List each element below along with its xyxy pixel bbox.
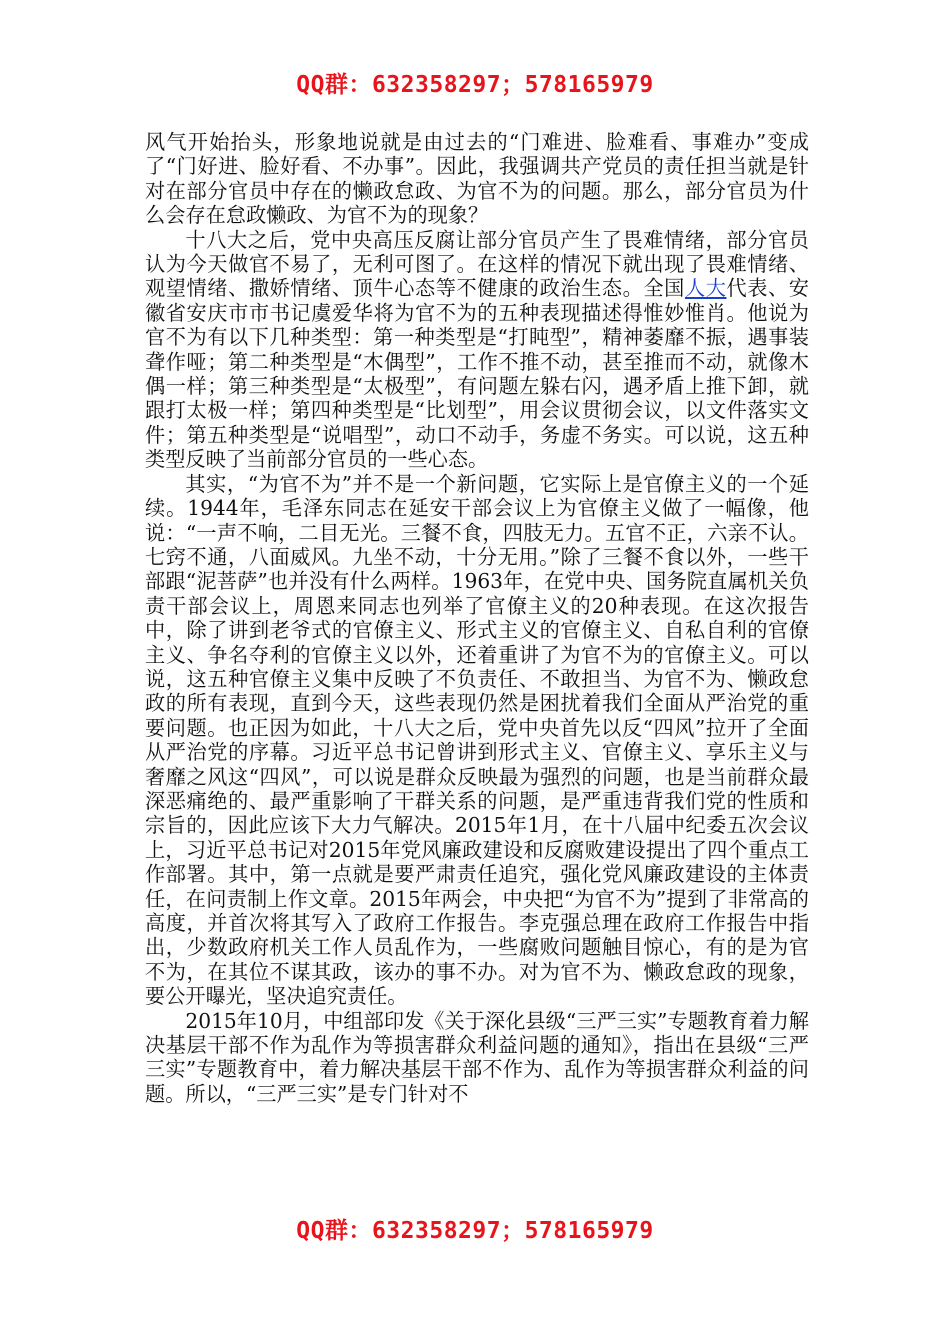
paragraph-3: 其实，“为官不为”并不是一个新问题，它实际上是官僚主义的一个延续。1944年，毛泽东同志在延安干部会议上为官僚主义做了一幅像，他说：“一声不响，二目无光。三餐不食，四肢无力。五官不正，六亲不认。七窍不通，八面威风。九坐不动，十分无用。”除了三餐不食以外，一些干部跟“泥菩萨”也并没有什么两样。1963年，在党中央、国务院直属机关负责干部会议上，周恩来同志也列举了官僚主义的20种表现。在这次报告中，除了讲到老爷式的官僚主义、形式主义的官僚主义、自私自利的官僚主义、争名夺利的官僚主义以外，还着重讲了为官不为的官僚主义。可以说，这五种官僚主义集中反映了不负责任、不敢担当、为官不为、懒政怠政的所有表现，直到今天，这些表现仍然是困扰着我们全面从严治党的重要问题。也正因为如此，十八大之后，党中央首先以反“四风”拉开了全面从严治党的序幕。习近平总书记曾讲到形式主义、官僚主义、享乐主义与奢靡之风这“四风”，可以说是群众反映最为强烈的问题，也是当前群众最深恶痛绝的、最严重影响了干群关系的问题，是严重违背我们党的性质和宗旨的，因此应该下大力气解决。2015年1月，在十八届中纪委五次会议上，习近平总书记对2015年党风廉政建设和反腐败建设提出了四个重点工作部署。其中，第一点就是要严肃责任追究，强化党风廉政建设的主体责任，在问责制上作文章。2015年两会，中央把“为官不为”提到了非常高的高度，并首次将其写入了政府工作报告。李克强总理在政府工作报告中指出，少数政府机关工作人员乱作为，一些腐败问题触目惊心，有的是为官不为，在其位不谋其政，该办的事不办。对为官不为、懒政怠政的现象，要公开曝光，坚决追究责任。 xyxy=(145,471,809,1009)
paragraph-2-part-a: 十八大之后，党中央高压反腐让部分官员产生了畏难情绪，部分官员认为今天做官不易了，无利可图了。在这样的情况下就出现了畏难情绪、观望情绪、撒娇情绪、顶牛心态等不健康的政治生态。全国 xyxy=(145,227,809,301)
footer-qq-text: QQ群：632358297；578165979 xyxy=(296,1218,654,1244)
renda-link[interactable]: 人大 xyxy=(684,276,727,301)
paragraph-2 xyxy=(145,228,809,472)
document-body xyxy=(145,130,809,1106)
paragraph-2-part-b: 代表、安徽省安庆市市书记虞爱华将为官不为的五种表现描述得惟妙惟肖。他说为官不为有以下几种类型：第一种类型是“打盹型”，精神萎靡不振，遇事装聋作哑；第二种类型是“木偶型”，工作不推不动，甚至推而不动，就像木偶一样；第三种类型是“太极型”，有问题左躲右闪，遇矛盾上推下卸，就跟打太极一样；第四种类型是“比划型”，用会议贯彻会议，以文件落实文件；第五种类型是“说唱型”，动口不动手，务虚不务实。可以说，这五种类型反映了当前部分官员的一些心态。 xyxy=(145,276,809,472)
paragraph-4: 2015年10月，中组部印发《关于深化县级“三严三实”专题教育着力解决基层干部不作为乱作为等损害群众利益问题的通知》，指出在县级“三严三实”专题教育中，着力解决基层干部不作为、乱作为等损害群众利益的问题。所以，“三严三实”是专门针对不 xyxy=(145,1008,809,1106)
header-qq-text: QQ群：632358297；578165979 xyxy=(296,72,654,98)
paragraph-1: 风气开始抬头，形象地说就是由过去的“门难进、脸难看、事难办”变成了“门好进、脸好看、不办事”。因此，我强调共产党员的责任担当就是针对在部分官员中存在的懒政怠政、为官不为的问题。那么，部分官员为什么会存在怠政懒政、为官不为的现象？ xyxy=(145,130,809,228)
